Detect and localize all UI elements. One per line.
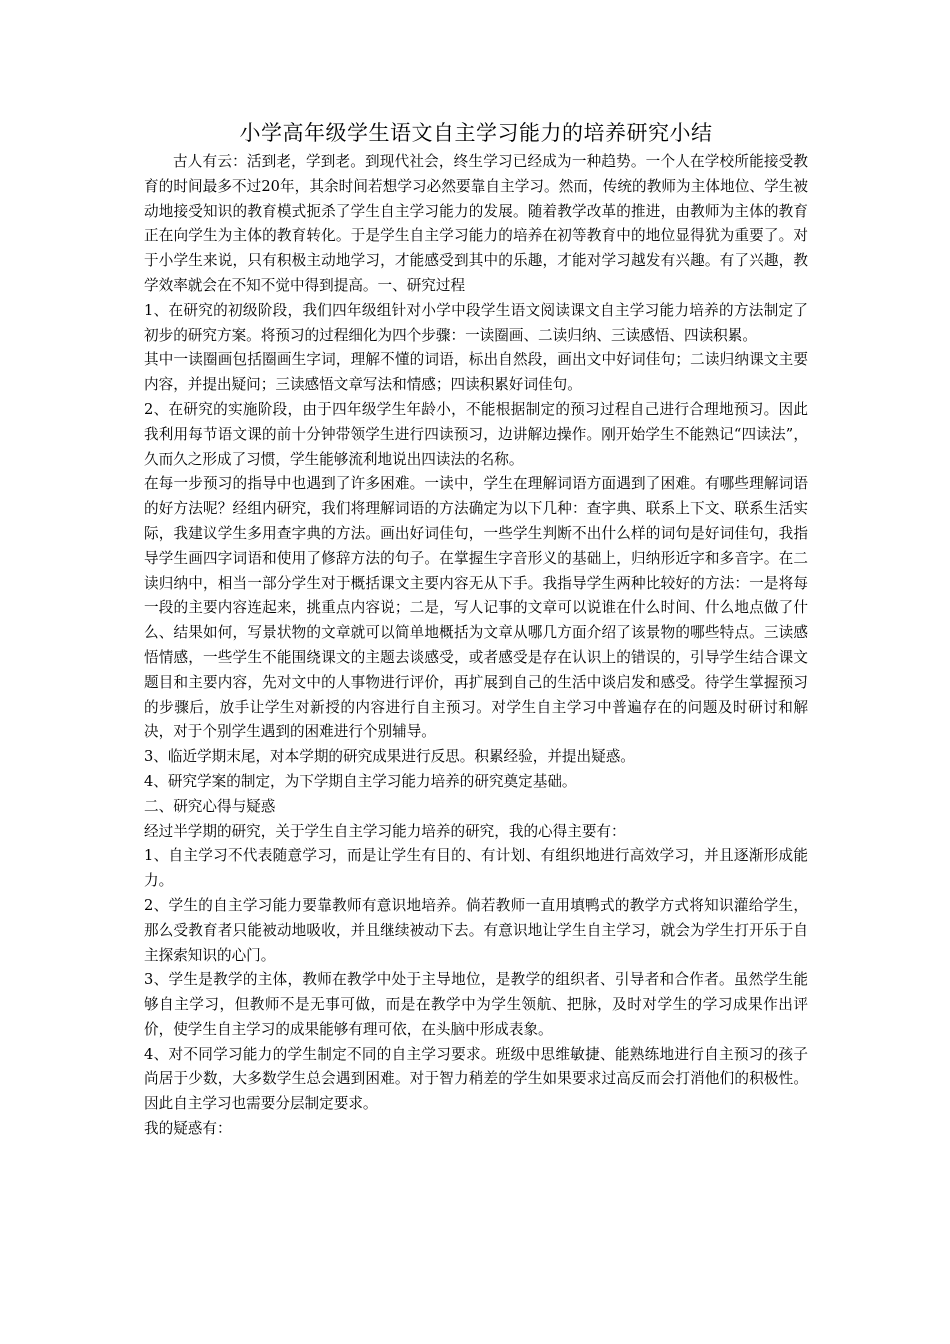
paragraph-insights-intro: 经过半学期的研究，关于学生自主学习能力培养的研究，我的心得主要有： (144, 822, 626, 840)
paragraph-intro: 古人有云：活到老，学到老。到现代社会，终生学习已经成为一种趋势。一个人在学校所能接受教育的时间最多不过20年，其余时间若想学习必然要靠自主学习。然而，传统的教师为主体地位、学生被动地接受知识的教育模式扼杀了学生自主学习能力的发展。随着教学改革的推进，由教师为主体的教育正在向学生为主体的教育转化。于是学生自主学习能力的培养在初等教育中的地位显得犹为重要了。对于小学生来说，只有积极主动地学习，才能感受到其中的乐趣，才能对学习越发有兴趣。有了兴趣，教学效率就会在不知不觉中得到提高。一、研究过程 (144, 153, 808, 294)
paragraph-insight-1: 1、自主学习不代表随意学习，而是让学生有目的、有计划、有组织地进行高效学习，并且逐渐形成能力。 (144, 847, 808, 890)
paragraph-process-2: 2、在研究的实施阶段，由于四年级学生年龄小，不能根据制定的预习过程自己进行合理地预习。因此我利用每节语文课的前十分钟带领学生进行四读预习，边讲解边操作。刚开始学生不能熟记“四读法”，久而久之形成了习惯，学生能够流利地说出四读法的名称。 (144, 400, 808, 468)
section-heading-insights: 二、研究心得与疑惑 (144, 797, 276, 815)
document-title: 小学高年级学生语文自主学习能力的培养研究小结 (239, 121, 713, 145)
paragraph-process-2-detail: 在每一步预习的指导中也遇到了许多困难。一读中，学生在理解词语方面遇到了困难。有哪些理解词语的好方法呢？经组内研究，我们将理解词语的方法确定为以下几种：查字典、联系上下文、联系生活实际，我建议学生多用查字典的方法。画出好词佳句，一些学生判断不出什么样的词句是好词佳句，我指导学生画四字词语和使用了修辞方法的句子。在掌握生字音形义的基础上，归纳形近字和多音字。在二读归纳中，相当一部分学生对于概括课文主要内容无从下手。我指导学生两种比较好的方法：一是将每一段的主要内容连起来，挑重点内容说；二是，写人记事的文章可以说谁在什么时间、什么地点做了什么、结果如何，写景状物的文章就可以简单地概括为文章从哪几方面介绍了该景物的哪些特点。三读感悟情感，一些学生不能围绕课文的主题去谈感受，或者感受是存在认识上的错误的，引导学生结合课文题目和主要内容，先对文中的人事物进行评价，再扩展到自己的生活中谈启发和感受。待学生掌握预习的步骤后，放手让学生对新授的内容进行自主预习。对学生自主学习中普遍存在的问题及时研讨和解决，对于个别学生遇到的困难进行个别辅导。 (144, 475, 808, 741)
paragraph-process-3: 3、临近学期末尾，对本学期的研究成果进行反思。积累经验，并提出疑惑。 (144, 748, 635, 766)
paragraph-insight-2: 2、学生的自主学习能力要靠教师有意识地培养。倘若教师一直用填鸭式的教学方式将知识灌给学生，那么受教育者只能被动地吸收，并且继续被动下去。有意识地让学生自主学习，就会为学生打开乐于自主探索知识的心门。 (144, 896, 808, 964)
document-page (144, 116, 808, 1142)
paragraph-insight-3: 3、学生是教学的主体，教师在教学中处于主导地位，是教学的组织者、引导者和合作者。虽然学生能够自主学习，但教师不是无事可做，而是在教学中为学生领航、把脉，及时对学生的学习成果作出评价，使学生自主学习的成果能够有理可依，在头脑中形成表象。 (144, 971, 808, 1038)
paragraph-process-1-detail: 其中一读圈画包括圈画生字词，理解不懂的词语，标出自然段，画出文中好词佳句；二读归纳课文主要内容，并提出疑问；三读感悟文章写法和情感；四读积累好词佳句。 (144, 351, 808, 394)
paragraph-insight-4: 4、对不同学习能力的学生制定不同的自主学习要求。班级中思维敏捷、能熟练地进行自主预习的孩子尚居于少数，大多数学生总会遇到困难。对于智力稍差的学生如果要求过高反而会打消他们的积极性。因此自主学习也需要分层制定要求。 (144, 1045, 808, 1113)
paragraph-process-1: 1、在研究的初级阶段，我们四年级组针对小学中段学生语文阅读课文自主学习能力培养的方法制定了初步的研究方案。将预习的过程细化为四个步骤：一读圈画、二读归纳、三读感悟、四读积累。 (144, 301, 808, 344)
paragraph-doubts-intro: 我的疑惑有： (144, 1120, 232, 1138)
paragraph-process-4: 4、研究学案的制定，为下学期自主学习能力培养的研究奠定基础。 (144, 772, 577, 790)
